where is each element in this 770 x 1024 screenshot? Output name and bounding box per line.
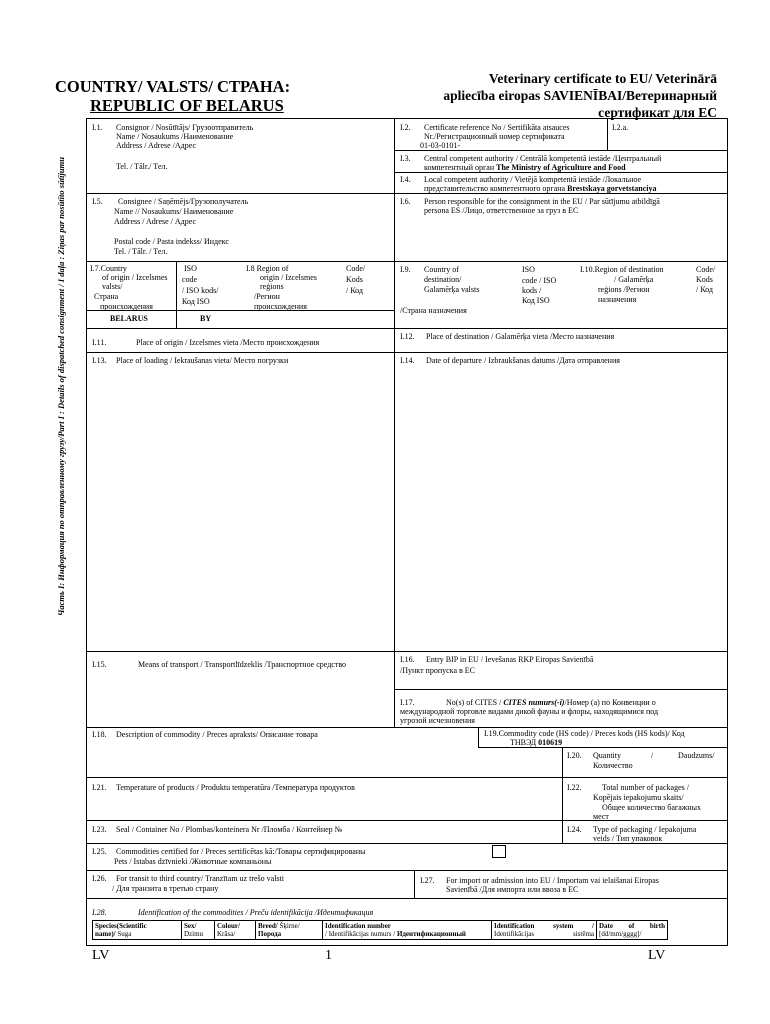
col-species [93,921,182,940]
code2-label-2: Kods [696,275,713,284]
i10-label-2: / Galamērķa [614,275,654,284]
i28-number: I.28. [92,908,107,917]
i19-code-prefix: ТНВЭД [510,738,539,747]
i2-value: 01-03-0101- [420,141,460,150]
i4-label: Local competent authority / Vietējā kompetentā iestāde /Локальное [424,175,642,184]
i20-label: Quantity [593,751,621,760]
i4-authority-prefix: представительство компетентного органа [424,184,568,193]
i8-label-4: /Регион [254,292,280,301]
i25-number: I.25. [92,847,107,856]
i1-address: Address / Adrese /Адрес [116,141,197,150]
col-species-label-2: name)/ [95,930,116,938]
col-id-system-label: Identification [494,922,535,930]
line-i28-top [86,898,728,899]
i22-label-2: Kopējais iepakojumu skaits/ [593,793,684,802]
line-i1-bottom [86,193,394,194]
line-i17-top [394,689,728,690]
side-label-text: Часть I: Информация по отправленному грузу/Part I : Details of dispatched consignment / I daļa : Ziņas par nosūtīto sūtījumu [56,157,66,616]
i9-label-4: /Страна назначения [400,306,467,315]
i27-label: For import or admission into EU / Importam vai ielaišanai Eiropas [446,876,659,885]
i14-label: Date of departure / Izbraukšanas datums /Дата отправления [426,356,620,365]
pets-checkbox[interactable] [492,845,506,858]
iso2-label-1: ISO [522,265,535,274]
i21-number: I.21. [92,783,107,792]
line-i26-top [86,870,728,871]
col-species-label-3: Suga [115,930,132,938]
i13-label: Place of loading / Iekraušanas vieta/ Место погрузки [116,356,289,365]
i5-number: I.5. [92,197,103,206]
col-breed-label-2: Šķirne/ [277,922,300,930]
i17-number: I.17. [400,698,415,707]
iso-label-4: Код ISO [182,297,210,306]
i18-number: I.18. [92,730,107,739]
col-breed-label-3: Порода [258,930,282,938]
col-colour-label: Colour/ [217,922,240,930]
i17-label-a: No(s) of CITES / [446,698,504,707]
footer-right-lang: LV [648,948,666,963]
i2-label-ru: Nr./Регистрационный номер сертификата [424,132,565,141]
i19-code [510,738,562,748]
col-colour-label-2: Krāsa/ [217,930,236,938]
iso-label-3: / ISO kods/ [182,286,219,295]
i17-label-2: международной торговле видами дикой фауны и флоры, находящимися под [400,707,659,716]
code2-label-1: Code/ [696,265,716,274]
country-name: REPUBLIC OF BELARUS [90,96,284,115]
line-i2a-divider [607,118,608,150]
country-header [55,77,290,115]
i7-label-4: Страна [94,292,119,301]
line-i23-top [86,820,728,821]
i9-number: I.9. [400,265,411,274]
col-id-system [492,921,597,940]
line-i18-top [86,727,728,728]
i22-label-3: Общее количество багажных [602,803,701,812]
col-id-system-label-4: Identifikācijas [494,930,535,938]
col-id-number-label: Identification number [325,922,391,930]
i10-label: I.10.Region of destination [580,265,664,274]
i17-label-3: угрозой исчезновения [400,716,475,725]
i5-label: Consignee / Saņēmējs/Грузополучатель [118,197,249,206]
col-sex-label: Sex/ [184,922,197,930]
footer-left-lang: LV [92,948,110,963]
i19-label: I.19.Commodity code (HS code) / Preces kods (HS kods)/ Код [484,729,685,738]
line-i15-top [86,651,728,652]
col-id-number [323,921,492,940]
i27-number: I.27. [420,876,435,885]
col-sex-label-2: Dzimu [184,930,204,938]
i16-number: I.16. [400,655,415,664]
i1-label: Consignor / Nosūtītājs/ Грузоотправитель [116,123,254,132]
i8-label-5: происхождения [254,302,307,311]
line-i7-top [86,261,728,262]
i12-number: I.12. [400,332,415,341]
i26-number: I.26. [92,874,107,883]
i4-authority [424,184,657,194]
i11-number: I.11. [92,338,107,347]
i8-label: I.8 Region of [246,264,289,273]
line-i19-left [478,727,479,747]
i3-authority-name: The Ministry of Agriculture and Food [496,163,626,172]
i7-country-value: BELARUS [110,314,148,323]
i7-label-3: valsts/ [102,282,123,291]
i17-label-b: CITES numurs(-i) [503,698,565,707]
line-i7-iso-div [176,261,177,328]
i15-number: I.15. [92,660,107,669]
i5-name: Name // Nosaukums/ Наименование [114,207,234,216]
i22-label-4: мест [593,812,609,821]
i10-label-3: reģions /Регион [598,285,650,294]
i8-label-2: origin / Izcelsmes [260,273,317,282]
i28-label: Identification of the commodities / Preču identifikācija /Идентификация [138,908,374,917]
i20-number: I.20. [567,751,582,760]
i23-label: Seal / Container No / Plombas/konteinera Nr /Пломба / Контейнер № [116,825,343,834]
col-id-system-label-3: / [592,922,594,930]
i9-label: Country of [424,265,459,274]
i20-label-lv: Daudzums/ [678,751,715,760]
country-line: COUNTRY/ VALSTS/ СТРАНА: [55,77,291,96]
title-line-1: Veterinary certificate to EU/ Veterinārā [488,71,717,86]
i24-number: I.24. [567,825,582,834]
i6-label: Person responsible for the consignment in the EU / Par sūtījumu atbildīgā [424,197,660,206]
i5-postal: Postal code / Pasta indekss/ Индекс [114,237,229,246]
i24-label-2: veids / Тип упаковок [593,834,663,843]
i1-tel: Tel. / Tālr./ Тел. [116,162,168,171]
i19-code-value: 010619 [538,738,563,747]
i11-label: Place of origin / Izcelsmes vieta /Место происхождения [136,338,320,347]
i20-label-ru: Количество [593,761,633,770]
i16-label: Entry BIP in EU / Ievešanas RKP Eiropas Savienībā [426,655,594,664]
col-birth-date-label: Date [599,922,613,930]
i26-label-ru: / Для транзита в третью страну [112,884,219,893]
col-birth-date-label-2: of [628,922,635,930]
i2-number: I.2. [400,123,411,132]
i22-label: Total number of packages / [602,783,689,792]
i5-tel: Tel. / Tālr. / Тел. [114,247,168,256]
i20-label-slash: / [651,751,654,760]
i15-label: Means of transport / Transportlīdzeklis /Транспортное средство [138,660,347,669]
col-id-system-label-5: sistēma [573,930,594,938]
i3-authority-prefix: компетентный орган [424,163,497,172]
iso-label-1: ISO [184,264,197,273]
i24-label: Type of packaging / Iepakojuma [593,825,697,834]
col-species-label: Species(Scientific [95,922,147,930]
i3-number: I.3. [400,154,411,163]
divider-mid-top [394,118,395,727]
col-id-number-label-2: / Identifikācijas numurs / [325,930,397,938]
i4-authority-name: Brestskaya gorvetstanciya [567,184,657,193]
i7-label: I.7.Country [90,264,127,273]
code2-label-3: / Код [696,285,713,294]
code-label-3: / Код [346,286,363,295]
i22-number: I.22. [567,783,582,792]
i26-label: For transit to third country/ Tranzītam uz trešo valsti [116,874,284,883]
i21-label: Temperature of products / Produktu temperatūra /Температура продуктов [116,783,355,792]
i9-label-3: Galamērķa valsts [424,285,480,294]
i6-number: I.6. [400,197,411,206]
i3-label: Central competent authority / Centrālā kompetentā iestāde /Центральный [424,154,662,163]
i13-number: I.13. [92,356,107,365]
col-breed-label: Breed/ [258,922,278,930]
i18-label: Description of commodity / Preces apraksts/ Описание товара [116,730,318,739]
i23-number: I.23. [92,825,107,834]
col-id-system-label-2: system [553,922,574,930]
identification-table [92,920,668,940]
line-i27-left [414,870,415,898]
i5-address: Address / Adrese / Адрес [114,217,197,226]
i2a-label: I.2.a. [612,123,629,132]
i25-label: Commodities certified for / Preces sertificētas kā:/Товары сертифицированы [116,847,366,856]
i1-number: I.1. [92,123,103,132]
i17-label-c: /Номер (а) по Конвенции о [564,698,656,707]
i9-label-2: destination/ [424,275,462,284]
table-header-row [93,921,668,940]
i3-authority [424,163,626,173]
part-one-side-label [54,118,70,655]
i12-label: Place of destination / Galamērķa vieta /Место назначения [426,332,615,341]
iso2-label-4: Код ISO [522,296,550,305]
col-sex [182,921,215,940]
col-birth-date-format: [dd/mm/gggg]/ [599,930,642,938]
i6-label-ru: persona ES /Лицо, ответственное за груз в ЕС [424,206,579,215]
i14-number: I.14. [400,356,415,365]
i25-pets: Pets / Istabas dzīvnieki /Животные компаньоны [114,857,272,866]
iso-label-2: code [182,275,198,284]
i7-label-5: происхождения [100,302,153,311]
line-right-subcol [562,747,563,843]
i2-label: Certificate reference No / Sertifikāta atsauces [424,123,570,132]
i4-number: I.4. [400,175,411,184]
iso2-label-3: kods / [522,286,542,295]
i8-label-3: reģions [260,282,284,291]
i1-name: Name / Nosaukums /Наименование [116,132,234,141]
iso-value: BY [200,314,212,323]
i16-label-ru: /Пункт пропуска в ЕС [400,666,475,675]
certificate-title [395,70,717,121]
page-number: 1 [325,948,332,963]
line-i13-top [86,352,728,353]
i27-label-2: Savienībā /Для импорта или ввоза в ЕС [446,885,579,894]
col-id-number-label-3: Идентификационный [396,930,466,938]
line-i21-top [86,777,728,778]
title-line-2: apliecība eiropas SAVIENĪBAI/Ветеринарный [443,88,717,103]
i7-label-2: of origin / Izcelsmes [102,273,168,282]
i10-label-4: назначения [598,295,637,304]
iso2-label-2: code / ISO [522,276,557,285]
col-birth-date [597,921,668,940]
title-line-3: сертификат для ЕС [598,105,717,120]
col-breed [256,921,323,940]
code-label-2: Kods [346,275,363,284]
line-i11-top [86,328,728,329]
col-birth-date-label-3: birth [649,922,665,930]
col-colour [215,921,256,940]
code-label-1: Code/ [346,264,366,273]
